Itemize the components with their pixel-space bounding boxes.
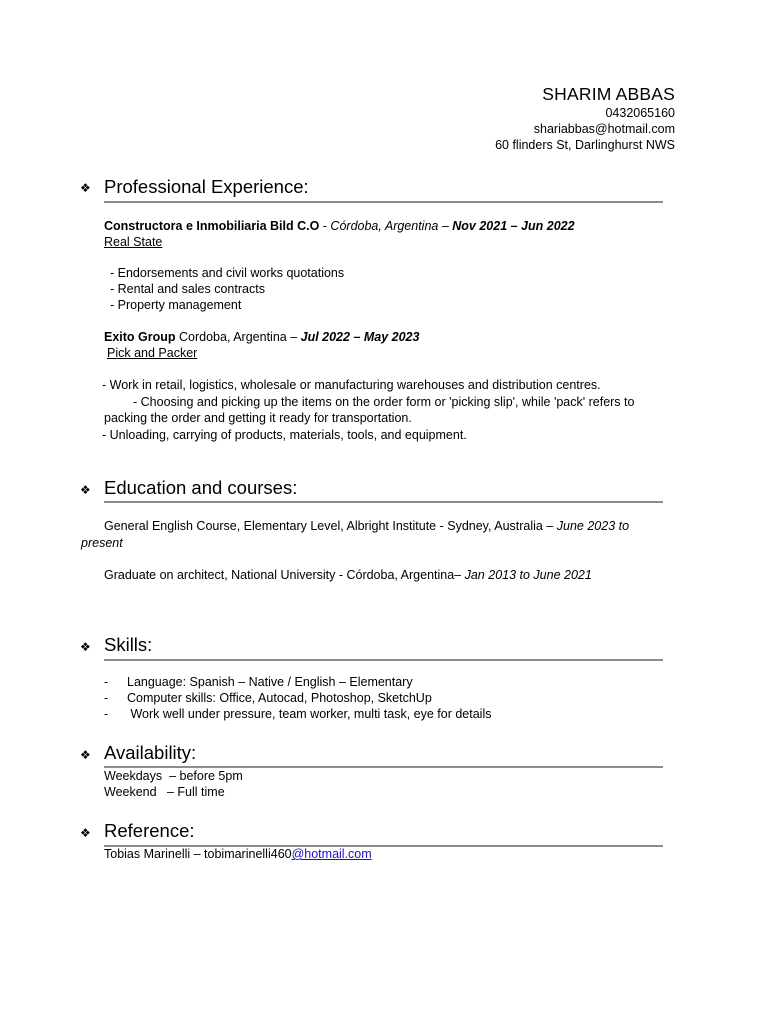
education-item [104, 567, 592, 583]
job-company: Exito Group [104, 330, 176, 344]
applicant-address: 60 flinders St, Darlinghurst NWS [495, 138, 675, 152]
job-role: Pick and Packer [107, 346, 198, 360]
skill-dash: - [104, 691, 109, 705]
reference-contact: Tobias Marinelli – tobimarinelli460 [104, 847, 292, 861]
job-separator: - [319, 219, 331, 233]
job-task: packing the order and getting it ready for transportation. [104, 411, 412, 425]
job-task: - Property management [110, 298, 242, 312]
job-company: Constructora e Inmobiliaria Bild C.O [104, 219, 320, 233]
availability-line: Weekdays – before 5pm [104, 769, 243, 783]
section-divider [104, 201, 663, 203]
job-header-2 [104, 329, 419, 345]
section-title-education: Education and courses: [104, 477, 298, 498]
skill-item: Work well under pressure, team worker, multi task, eye for details [127, 707, 492, 721]
applicant-phone: 0432065160 [605, 106, 675, 120]
applicant-email: shariabbas@hotmail.com [533, 122, 675, 136]
skill-item: Language: Spanish – Native / English – Elementary [127, 675, 413, 689]
job-task: - Work in retail, logistics, wholesale or manufacturing warehouses and distribution centres. [102, 378, 601, 392]
section-title-experience: Professional Experience: [104, 176, 309, 197]
job-location: Cordoba, Argentina – [175, 330, 301, 344]
job-task: - Choosing and picking up the items on the order form or 'picking slip', while 'pack' refers to [133, 395, 635, 409]
section-divider [104, 501, 663, 503]
reference-email-link[interactable]: @hotmail.com [291, 847, 372, 861]
skill-dash: - [104, 675, 109, 689]
education-dates: June 2023 to [556, 519, 630, 533]
availability-line: Weekend – Full time [104, 785, 225, 799]
job-task: - Endorsements and civil works quotations [110, 266, 345, 280]
job-role: Real State [104, 235, 163, 249]
education-dates: Jan 2013 to June 2021 [464, 568, 592, 582]
job-task: - Rental and sales contracts [110, 282, 265, 296]
section-title-skills: Skills: [104, 634, 153, 655]
diamond-four-bullet-icon: ❖ [80, 826, 91, 840]
job-header-1 [104, 218, 575, 234]
diamond-four-bullet-icon: ❖ [80, 181, 91, 195]
education-course: General English Course, Elementary Level, Albright Institute - Sydney, Australia – [104, 519, 557, 533]
skill-dash: - [104, 707, 109, 721]
section-title-reference: Reference: [104, 820, 195, 841]
job-dates: Nov 2021 – Jun 2022 [452, 219, 575, 233]
diamond-four-bullet-icon: ❖ [80, 483, 91, 497]
job-task: - Unloading, carrying of products, materials, tools, and equipment. [102, 428, 467, 442]
diamond-four-bullet-icon: ❖ [80, 640, 91, 654]
job-dates: Jul 2022 – May 2023 [300, 330, 420, 344]
section-divider [104, 659, 663, 661]
section-title-availability: Availability: [104, 742, 197, 763]
reference-line [104, 846, 372, 862]
applicant-name: SHARIM ABBAS [542, 84, 675, 104]
job-location: Córdoba, Argentina – [330, 219, 453, 233]
education-course: Graduate on architect, National University - Córdoba, Argentina– [104, 568, 465, 582]
diamond-four-bullet-icon: ❖ [80, 748, 91, 762]
education-item [104, 518, 629, 534]
skill-item: Computer skills: Office, Autocad, Photoshop, SketchUp [127, 691, 432, 705]
education-dates-continued: present [81, 536, 123, 550]
